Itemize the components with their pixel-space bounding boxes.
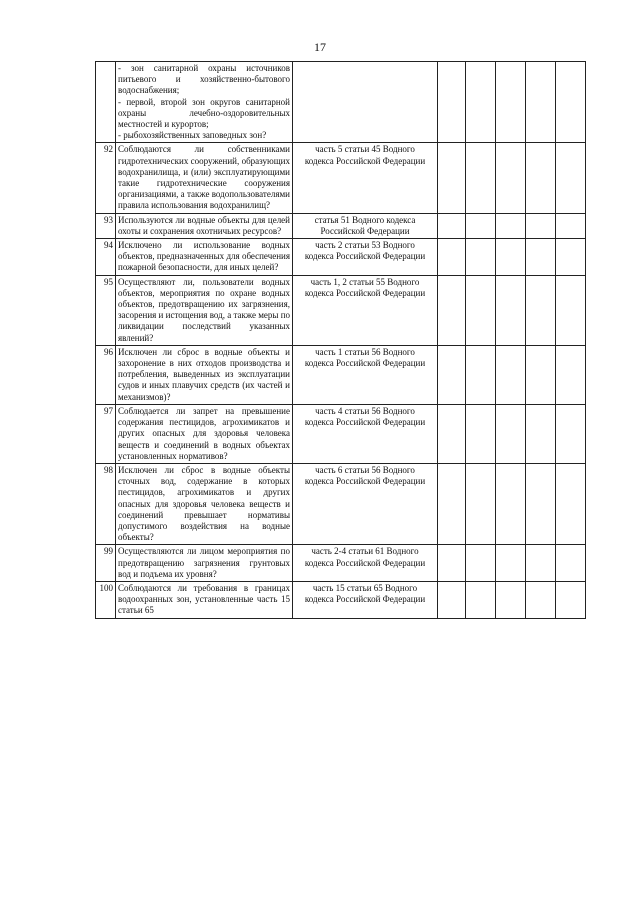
question-text: Осуществляются ли лицом мероприятия по предотвращению загрязнения грунтовых вод и подъема их уровня? — [118, 546, 290, 579]
answer-cell — [496, 404, 526, 463]
question-text: Осуществляют ли, пользователи водных объектов, мероприятия по охране водных объектов, предотвращению их загрязнения, засорения и истощения вод, а также меры по ликвидации последствий указанных явлений? — [118, 276, 291, 343]
answer-cell — [556, 239, 586, 276]
answer-cell — [466, 143, 496, 213]
question-cell — [116, 62, 293, 143]
checklist-table — [95, 61, 586, 619]
answer-cell — [526, 213, 556, 238]
answer-cell — [526, 275, 556, 345]
question-text: Соблюдаются ли собственниками гидротехнических сооружений, образующих водохранилища, и (или) эксплуатирующими такие гидротехнические сооружения организациями, а также водопользователями правила использования водохранилищ? — [118, 144, 290, 211]
question-text: Исключен ли сброс в водные объекты и захоронение в них отходов производства и потребления, выведенных из эксплуатации судов и иных плавучих средств (их частей и механизмов)? — [118, 346, 290, 402]
table-row — [96, 345, 586, 404]
answer-cell — [438, 463, 466, 544]
row-number: 96 — [96, 345, 116, 404]
answer-cell — [466, 213, 496, 238]
answer-cell — [466, 463, 496, 544]
question-cell — [116, 581, 293, 618]
answer-cell — [556, 62, 586, 143]
answer-cell — [466, 275, 496, 345]
answer-cell — [526, 345, 556, 404]
answer-cell — [556, 545, 586, 582]
answer-cell — [496, 239, 526, 276]
question-text: Используются ли водные объекты для целей охоты и сохранения охотничьих ресурсов? — [118, 214, 290, 236]
answer-cell — [438, 545, 466, 582]
question-cell — [116, 345, 293, 404]
answer-cell — [438, 143, 466, 213]
table-row — [96, 143, 586, 213]
question-text: - первой, второй зон округов санитарной охраны лечебно-оздоровительных местностей и курортов; — [118, 96, 290, 130]
answer-cell — [526, 62, 556, 143]
question-cell — [116, 213, 293, 238]
legal-reference-cell: часть 6 статьи 56 Водного кодекса Российской Федерации — [293, 463, 438, 544]
table-row — [96, 213, 586, 238]
answer-cell — [556, 275, 586, 345]
answer-cell — [496, 581, 526, 618]
table-row — [96, 581, 586, 618]
answer-cell — [496, 463, 526, 544]
legal-reference-cell: часть 1 статьи 56 Водного кодекса Российской Федерации — [293, 345, 438, 404]
answer-cell — [556, 143, 586, 213]
row-number: 99 — [96, 545, 116, 582]
answer-cell — [526, 239, 556, 276]
row-number: 93 — [96, 213, 116, 238]
legal-reference-cell: часть 2 статьи 53 Водного кодекса Российской Федерации — [293, 239, 438, 276]
row-number: 100 — [96, 581, 116, 618]
answer-cell — [556, 213, 586, 238]
row-number: 95 — [96, 275, 116, 345]
table-row — [96, 545, 586, 582]
answer-cell — [556, 463, 586, 544]
question-cell — [116, 463, 293, 544]
table-row — [96, 239, 586, 276]
legal-reference-cell: часть 5 статьи 45 Водного кодекса Российской Федерации — [293, 143, 438, 213]
answer-cell — [556, 581, 586, 618]
answer-cell — [438, 345, 466, 404]
question-cell — [116, 545, 293, 582]
answer-cell — [466, 239, 496, 276]
row-number: 94 — [96, 239, 116, 276]
table-row — [96, 463, 586, 544]
table-row — [96, 62, 586, 143]
legal-reference-cell: часть 4 статьи 56 Водного кодекса Российской Федерации — [293, 404, 438, 463]
answer-cell — [496, 545, 526, 582]
row-number: 97 — [96, 404, 116, 463]
answer-cell — [556, 345, 586, 404]
legal-reference-cell: часть 2-4 статьи 61 Водного кодекса Российской Федерации — [293, 545, 438, 582]
answer-cell — [556, 404, 586, 463]
question-cell — [116, 404, 293, 463]
row-number — [96, 62, 116, 143]
answer-cell — [438, 275, 466, 345]
legal-reference-cell: часть 15 статьи 65 Водного кодекса Российской Федерации — [293, 581, 438, 618]
question-text: - зон санитарной охраны источников питьевого и хозяйственно-бытового водоснабжения; — [118, 63, 290, 96]
page-number: 17 — [314, 40, 326, 54]
answer-cell — [466, 62, 496, 143]
answer-cell — [496, 143, 526, 213]
row-number: 98 — [96, 463, 116, 544]
answer-cell — [496, 213, 526, 238]
answer-cell — [496, 275, 526, 345]
answer-cell — [526, 545, 556, 582]
row-number: 92 — [96, 143, 116, 213]
answer-cell — [466, 545, 496, 582]
answer-cell — [526, 143, 556, 213]
question-text: Исключено ли использование водных объектов, предназначенных для обеспечения пожарной безопасности, для иных целей? — [118, 240, 290, 273]
answer-cell — [466, 404, 496, 463]
question-text: - рыбохозяйственных заповедных зон? — [118, 130, 267, 141]
answer-cell — [438, 404, 466, 463]
question-text: Соблюдается ли запрет на превышение содержания пестицидов, агрохимикатов и других опасных для здоровья человека веществ и соединений в водных объектах установленных нормативов? — [118, 405, 290, 461]
legal-reference-cell: часть 1, 2 статьи 55 Водного кодекса Российской Федерации — [293, 275, 438, 345]
checklist-rows — [96, 62, 586, 619]
answer-cell — [496, 62, 526, 143]
question-text: Соблюдаются ли требования в границах водоохранных зон, установленные часть 15 статьи 65 — [118, 582, 290, 616]
question-cell — [116, 143, 293, 213]
question-cell — [116, 275, 293, 345]
table-row — [96, 404, 586, 463]
answer-cell — [438, 581, 466, 618]
question-text: Исключен ли сброс в водные объекты сточных вод, содержание в которых пестицидов, агрохимикатов и других опасных для здоровья человека веществ и соединений превышает нормативы допустимого воздействия на водные объекты? — [118, 464, 290, 543]
answer-cell — [438, 62, 466, 143]
answer-cell — [438, 239, 466, 276]
legal-reference-cell — [293, 62, 438, 143]
answer-cell — [526, 404, 556, 463]
answer-cell — [526, 463, 556, 544]
answer-cell — [496, 345, 526, 404]
question-cell — [116, 239, 293, 276]
table-row — [96, 275, 586, 345]
answer-cell — [466, 345, 496, 404]
answer-cell — [466, 581, 496, 618]
answer-cell — [526, 581, 556, 618]
legal-reference-cell: статья 51 Водного кодекса Российской Федерации — [293, 213, 438, 238]
answer-cell — [438, 213, 466, 238]
